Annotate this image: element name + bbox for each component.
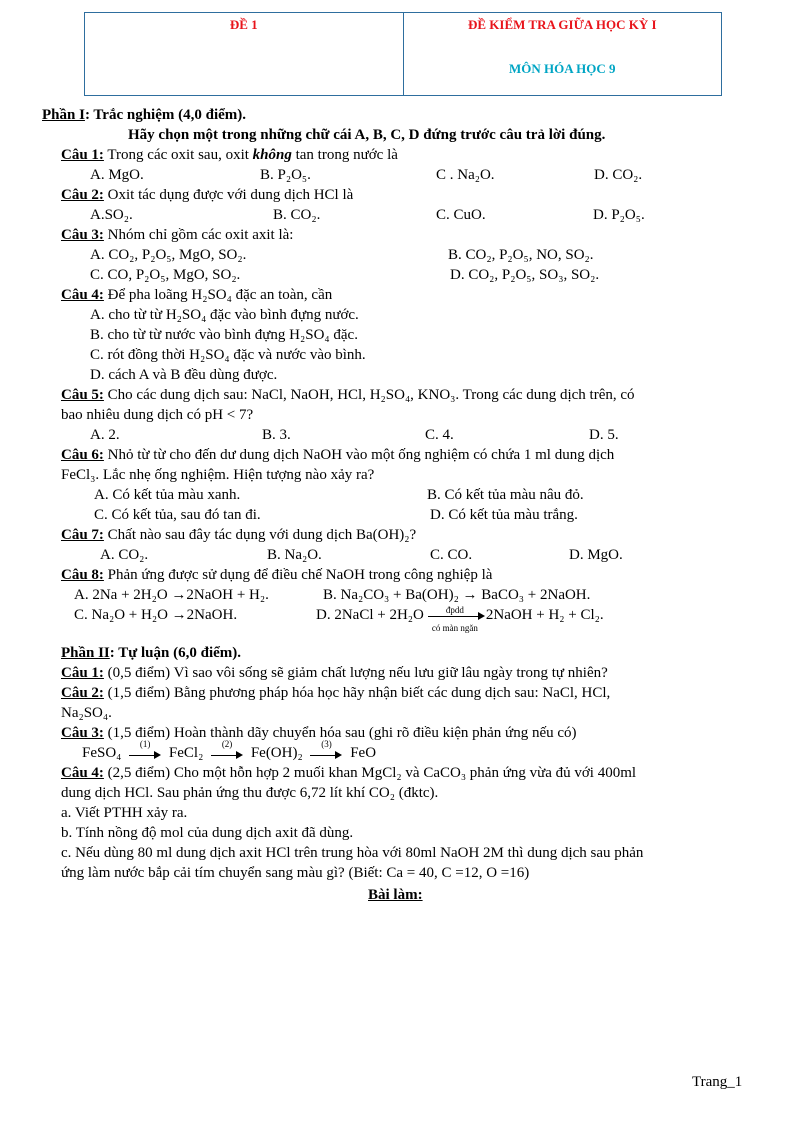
essay4-part-a: a. Viết PTHH xảy ra. <box>61 805 188 821</box>
exam-title: ĐỀ KIỂM TRA GIỮA HỌC KỲ I <box>467 17 657 32</box>
q8-option-d: D. 2NaCl + 2H₂O đpdd có màn ngăn 2NaOH + H₂ + Cl₂. <box>316 604 604 633</box>
essay2-cont: Na₂SO₄. <box>61 705 112 721</box>
q7-option-a: A. CO₂. <box>100 547 149 563</box>
q8-option-a: A. 2Na + 2H₂O →2NaOH + H₂. <box>74 587 269 603</box>
q1-option-d: D. CO₂. <box>594 167 643 183</box>
q6-stem: Câu 6: Nhỏ từ từ cho đến dư dung dịch NaOH vào một ống nghiệm có chứa 1 ml dung dịch <box>61 447 615 463</box>
q3-stem: Câu 3: Nhóm chỉ gồm các oxit axit là: <box>61 227 294 243</box>
q2-option-a: A.SO₂. <box>90 207 133 223</box>
q6-stem-cont: FeCl₃. Lắc nhẹ ống nghiệm. Hiện tượng nào xảy ra? <box>61 467 375 483</box>
q2-option-b: B. CO₂. <box>273 207 321 223</box>
q2-option-c: C. CuO. <box>436 207 486 223</box>
q6-option-b: B. Có kết tủa màu nâu đỏ. <box>427 487 584 503</box>
q3-option-c: C. CO, P₂O₅, MgO, SO₂. <box>90 267 241 283</box>
q4-stem: Câu 4: Để pha loãng H₂SO₄ đặc an toàn, cần <box>61 287 333 303</box>
q3-option-a: A. CO₂, P₂O₅, MgO, SO₂. <box>90 247 247 263</box>
q4-option-b: B. cho từ từ nước vào bình đựng H₂SO₄ đặc. <box>90 327 358 343</box>
exam-code: ĐỀ 1 <box>85 13 404 95</box>
answer-heading: Bài làm: <box>368 887 423 903</box>
q6-option-c: C. Có kết tủa, sau đó tan đi. <box>94 507 261 523</box>
q3-option-b: B. CO₂, P₂O₅, NO, SO₂. <box>448 247 594 263</box>
q2-option-d: D. P₂O₅. <box>593 207 645 223</box>
q8-option-c: C. Na₂O + H₂O →2NaOH. <box>74 607 238 623</box>
reaction-arrow-icon: (2) <box>211 747 243 761</box>
header-title-cell <box>404 13 722 95</box>
essay3: Câu 3: (1,5 điểm) Hoàn thành dãy chuyển hóa sau (ghi rõ điều kiện phản ứng nếu có) <box>61 725 577 741</box>
essay1: Câu 1: (0,5 điểm) Vì sao vôi sống sẽ giảm chất lượng nếu lưu giữ lâu ngày trong tự nhiên? <box>61 665 608 681</box>
q1-option-b: B. P₂O₅. <box>260 167 311 183</box>
q8-option-b: B. Na₂CO₃ + Ba(OH)₂ → BaCO₃ + 2NaOH. <box>323 587 591 603</box>
q3-option-d: D. CO₂, P₂O₅, SO₃, SO₂. <box>450 267 600 283</box>
essay4: Câu 4: (2,5 điểm) Cho một hỗn hợp 2 muối khan MgCl₂ và CaCO₃ phản ứng vừa đủ với 400ml <box>61 765 637 781</box>
q4-option-a: A. cho từ từ H₂SO₄ đặc vào bình đựng nước. <box>90 307 359 323</box>
q7-option-b: B. Na₂O. <box>267 547 322 563</box>
q8-stem: Câu 8: Phản ứng được sử dụng để điều chế NaOH trong công nghiệp là <box>61 567 493 583</box>
q6-option-a: A. Có kết tủa màu xanh. <box>94 487 241 503</box>
part2-title: Phần II: Tự luận (6,0 điểm). <box>61 645 242 661</box>
q6-option-d: D. Có kết tủa màu trắng. <box>430 507 578 523</box>
q2-stem: Câu 2: Oxit tác dụng được với dung dịch HCl là <box>61 187 354 203</box>
essay2: Câu 2: (1,5 điểm) Bằng phương pháp hóa học hãy nhận biết các dung dịch sau: NaCl, HCl, <box>61 685 611 701</box>
q7-option-d: D. MgO. <box>569 547 623 563</box>
essay4-part-c-cont: ứng làm nước bắp cải tím chuyển sang màu gì? (Biết: Ca = 40, C =12, O =16) <box>61 865 530 881</box>
q5-option-a: A. 2. <box>90 427 120 443</box>
q7-stem: Câu 7: Chất nào sau đây tác dụng với dung dịch Ba(OH)₂? <box>61 527 417 543</box>
q7-option-c: C. CO. <box>430 547 473 563</box>
q5-stem-cont: bao nhiêu dung dịch có pH < 7? <box>61 407 254 423</box>
essay4-part-c: c. Nếu dùng 80 ml dung dịch axit HCl trên trung hòa với 80ml NaOH 2M thì dung dịch sau phản <box>61 845 644 861</box>
page-footer: Trang_1 <box>692 1074 743 1090</box>
part1-instruction: Hãy chọn một trong những chữ cái A, B, C, D đứng trước câu trả lời đúng. <box>128 127 606 143</box>
q4-option-c: C. rót đồng thời H₂SO₄ đặc và nước vào bình. <box>90 347 366 363</box>
q1-stem: Câu 1: Trong các oxit sau, oxit không tan trong nước là <box>61 147 398 163</box>
part1-title: Phần I: Trắc nghiệm (4,0 điểm). <box>42 107 247 123</box>
q4-option-d: D. cách A và B đều dùng được. <box>90 367 278 383</box>
q5-option-b: B. 3. <box>262 427 291 443</box>
header-table <box>84 12 722 96</box>
electrolysis-arrow-icon: đpdd có màn ngăn <box>424 607 486 625</box>
q1-option-c: C . Na₂O. <box>436 167 495 183</box>
essay3-chain: FeSO₄ (1) FeCl₂ (2) Fe(OH)₂ (3) FeO <box>82 738 377 761</box>
q5-option-d: D. 5. <box>589 427 619 443</box>
q5-stem: Câu 5: Cho các dung dịch sau: NaCl, NaOH, HCl, H₂SO₄, KNO₃. Trong các dung dịch trên, có <box>61 387 635 403</box>
reaction-arrow-icon: (3) <box>310 747 342 761</box>
q1-option-a: A. MgO. <box>90 167 144 183</box>
exam-subject: MÔN HÓA HỌC 9 <box>508 61 616 76</box>
q5-option-c: C. 4. <box>425 427 454 443</box>
essay4-part-b: b. Tính nồng độ mol của dung dịch axit đã dùng. <box>61 825 354 841</box>
essay4-cont: dung dịch HCl. Sau phản ứng thu được 6,72 lít khí CO₂ (đktc). <box>61 785 439 801</box>
reaction-arrow-icon: (1) <box>129 747 161 761</box>
